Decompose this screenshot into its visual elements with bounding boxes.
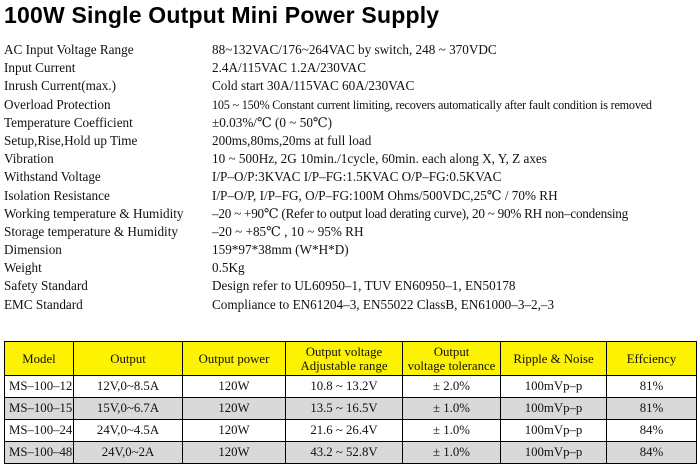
spec-row: [4, 241, 696, 259]
spec-row: [4, 132, 696, 150]
spec-label: Temperature Coefficient: [4, 114, 133, 130]
spec-row: [4, 259, 696, 277]
cell-ripple-noise: 100mVp–p: [501, 442, 607, 464]
spec-row: [4, 187, 696, 205]
spec-value: 0.5Kg: [212, 260, 245, 276]
table-row: [5, 398, 697, 420]
spec-value: 159*97*38mm (W*H*D): [212, 242, 349, 258]
spec-label: Inrush Current(max.): [4, 78, 117, 94]
column-header-voltage-tolerance: Output voltage tolerance: [403, 342, 501, 376]
table-row: [5, 420, 697, 442]
spec-row: [4, 150, 696, 168]
cell-voltage-tolerance: ± 1.0%: [403, 442, 501, 464]
spec-value: –20 ~ +90℃ (Refer to output load derating curve), 20 ~ 90% RH non–condensing: [212, 205, 628, 221]
column-header-output: Output: [74, 342, 183, 376]
cell-voltage-range: 21.6 ~ 26.4V: [286, 420, 403, 442]
spec-label: EMC Standard: [4, 296, 83, 312]
spec-label: Safety Standard: [4, 278, 88, 294]
spec-label: Isolation Resistance: [4, 187, 110, 203]
cell-model: MS–100–48: [5, 442, 74, 464]
spec-value: ±0.03%/℃ (0 ~ 50℃): [212, 114, 333, 130]
spec-value: 10 ~ 500Hz, 2G 10min./1cycle, 60min. each along X, Y, Z axes: [212, 151, 547, 167]
cell-ripple-noise: 100mVp–p: [501, 376, 607, 398]
spec-label: Withstand Voltage: [4, 169, 101, 185]
cell-efficiency: 84%: [607, 420, 697, 442]
cell-efficiency: 84%: [607, 442, 697, 464]
table-header-row: [5, 342, 697, 376]
cell-voltage-tolerance: ± 1.0%: [403, 398, 501, 420]
cell-voltage-range: 43.2 ~ 52.8V: [286, 442, 403, 464]
cell-output-power: 120W: [183, 398, 286, 420]
spec-label: Weight: [4, 260, 42, 276]
spec-value: 105 ~ 150% Constant current limiting, recovers automatically after fault condition is removed: [212, 97, 652, 112]
spec-value: 2.4A/115VAC 1.2A/230VAC: [212, 60, 366, 76]
spec-row: [4, 59, 696, 77]
page-title: 100W Single Output Mini Power Supply: [4, 2, 440, 28]
cell-efficiency: 81%: [607, 398, 697, 420]
spec-value: I/P–O/P:3KVAC I/P–FG:1.5KVAC O/P–FG:0.5KVAC: [212, 169, 502, 185]
spec-row: [4, 41, 696, 59]
spec-value: Compliance to EN61204–3, EN55022 ClassB, EN61000–3–2,–3: [212, 296, 555, 312]
spec-value: I/P–O/P, I/P–FG, O/P–FG:100M Ohms/500VDC,25℃ / 70% RH: [212, 187, 558, 203]
cell-model: MS–100–15: [5, 398, 74, 420]
spec-label: Setup,Rise,Hold up Time: [4, 132, 138, 148]
spec-row: [4, 77, 696, 95]
cell-voltage-tolerance: ± 2.0%: [403, 376, 501, 398]
spec-value: Cold start 30A/115VAC 60A/230VAC: [212, 78, 415, 94]
column-header-voltage-range: Output voltage Adjustable range: [286, 342, 403, 376]
cell-model: MS–100–24: [5, 420, 74, 442]
table-row: [5, 442, 697, 464]
spec-row: [4, 205, 696, 223]
cell-output-power: 120W: [183, 420, 286, 442]
spec-label: Working temperature & Humidity: [4, 205, 184, 221]
cell-ripple-noise: 100mVp–p: [501, 398, 607, 420]
model-table: [4, 341, 697, 464]
spec-value: –20 ~ +85℃ , 10 ~ 95% RH: [212, 223, 364, 239]
spec-row: [4, 168, 696, 186]
cell-model: MS–100–12: [5, 376, 74, 398]
table-row: [5, 376, 697, 398]
cell-output-power: 120W: [183, 376, 286, 398]
cell-output: 15V,0~6.7A: [74, 398, 183, 420]
spec-row: [4, 277, 696, 295]
column-header-output-power: Output power: [183, 342, 286, 376]
cell-ripple-noise: 100mVp–p: [501, 420, 607, 442]
spec-label: Dimension: [4, 242, 62, 258]
cell-efficiency: 81%: [607, 376, 697, 398]
spec-row: [4, 223, 696, 241]
spec-row: [4, 96, 696, 114]
spec-label: Overload Protection: [4, 96, 111, 112]
spec-value: 88~132VAC/176~264VAC by switch, 248 ~ 370VDC: [212, 42, 497, 57]
spec-row: [4, 114, 696, 132]
cell-output: 24V,0~4.5A: [74, 420, 183, 442]
spec-label: AC Input Voltage Range: [4, 42, 134, 57]
column-header-ripple-noise: Ripple & Noise: [501, 342, 607, 376]
spec-list: [4, 41, 696, 314]
column-header-model: Model: [5, 342, 74, 376]
cell-voltage-range: 10.8 ~ 13.2V: [286, 376, 403, 398]
cell-output: 12V,0~8.5A: [74, 376, 183, 398]
spec-label: Storage temperature & Humidity: [4, 223, 178, 239]
spec-value: Design refer to UL60950–1, TUV EN60950–1, EN50178: [212, 278, 516, 294]
cell-voltage-range: 13.5 ~ 16.5V: [286, 398, 403, 420]
spec-label: Vibration: [4, 151, 54, 167]
spec-label: Input Current: [4, 60, 76, 76]
spec-value: 200ms,80ms,20ms at full load: [212, 132, 372, 148]
cell-output-power: 120W: [183, 442, 286, 464]
column-header-efficiency: Effciency: [607, 342, 697, 376]
cell-voltage-tolerance: ± 1.0%: [403, 420, 501, 442]
spec-row: [4, 296, 696, 314]
cell-output: 24V,0~2A: [74, 442, 183, 464]
